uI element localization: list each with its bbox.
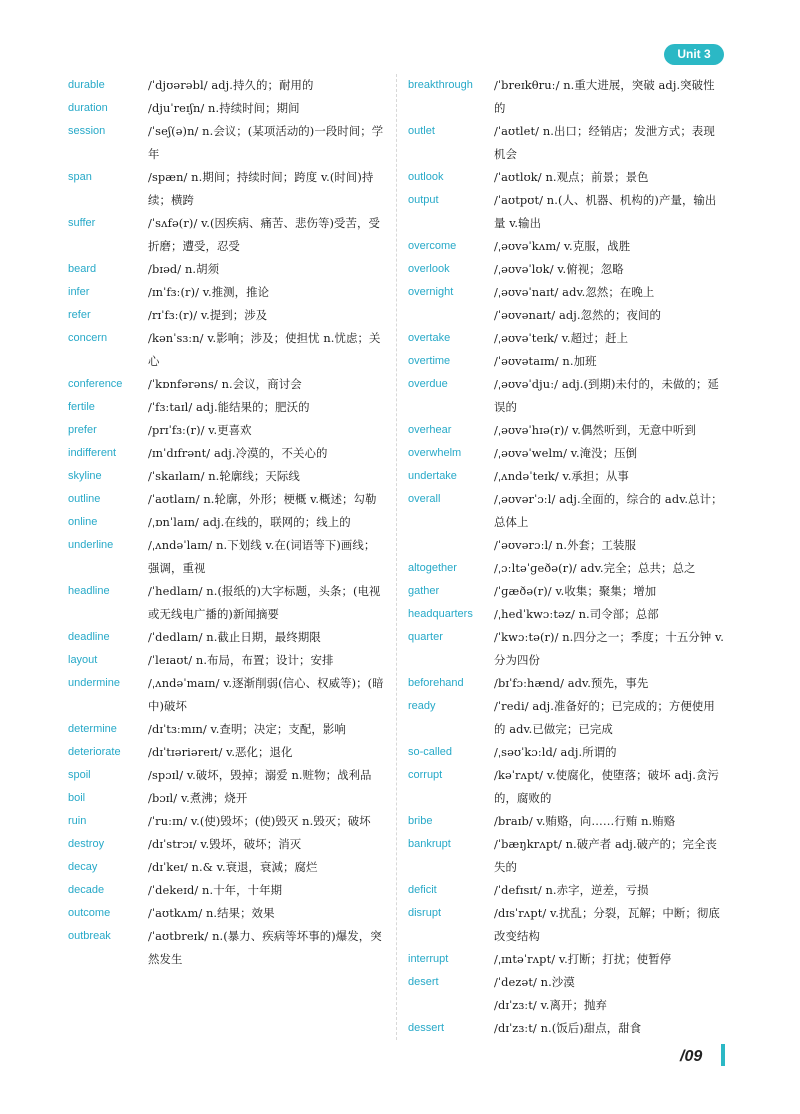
vocab-entry xyxy=(68,925,384,971)
definition: /ˈdedlaɪn/ n.截止日期，最终期限 xyxy=(148,630,321,644)
headword xyxy=(408,304,494,327)
definition: /bɔɪl/ v.煮沸；烧开 xyxy=(148,791,248,805)
headword: layout xyxy=(68,654,98,666)
vocab-entry xyxy=(68,580,384,626)
definition: /ˌʌndəˈlaɪn/ n.下划线 v.在(词语等下)画线；强调，重视 xyxy=(148,538,376,575)
vocab-entry xyxy=(408,810,726,833)
definition: /ˌɪntəˈrʌpt/ v.打断；打扰；使暂停 xyxy=(494,952,672,966)
headword: overwhelm xyxy=(408,447,462,459)
definition: /bɪˈfɔːhænd/ adv.预先，事先 xyxy=(494,676,649,690)
headword: outline xyxy=(68,493,101,505)
headword xyxy=(408,994,494,1017)
headword: indifferent xyxy=(68,447,117,459)
definition: /ˈəʊvətaɪm/ n.加班 xyxy=(494,354,597,368)
vocab-entry xyxy=(68,74,384,97)
vocab-entry xyxy=(408,902,726,948)
vocab-entry xyxy=(408,419,726,442)
definition: /ˈdezət/ n.沙漠 xyxy=(494,975,575,989)
definition: /ˈəʊvərɔːl/ n.外套；工装服 xyxy=(494,538,637,552)
vocab-entry xyxy=(68,442,384,465)
headword: prefer xyxy=(68,424,97,436)
headword: session xyxy=(68,125,106,137)
definition: /ˈdefɪsɪt/ n.赤字，逆差，亏损 xyxy=(494,883,649,897)
vocab-entry xyxy=(68,787,384,810)
vocab-entry xyxy=(68,511,384,534)
vocab-entry xyxy=(408,442,726,465)
headword: headquarters xyxy=(408,608,473,620)
vocab-entry xyxy=(408,327,726,350)
vocab-entry xyxy=(68,649,384,672)
headword: underline xyxy=(68,539,114,551)
vocab-entry xyxy=(408,235,726,258)
headword: overtake xyxy=(408,332,451,344)
vocab-entry xyxy=(408,74,726,120)
definition: /ˈleɪaʊt/ n.布局，布置；设计；安排 xyxy=(148,653,334,667)
definition: /ˈhedlaɪn/ n.(报纸的)大字标题，头条；(电视或无线电广播的)新闻摘要 xyxy=(148,584,381,621)
definition: /ˌəʊvəˈnaɪt/ adv.忽然；在晚上 xyxy=(494,285,655,299)
headword: beard xyxy=(68,263,97,275)
headword: deteriorate xyxy=(68,746,121,758)
definition: /ˈfɜːtaɪl/ adj.能结果的；肥沃的 xyxy=(148,400,310,414)
vocab-entry xyxy=(408,534,726,557)
vocab-entry xyxy=(408,833,726,879)
definition: /dɪˈzɜːt/ v.离开；抛弃 xyxy=(494,998,607,1012)
unit-label: Unit 3 xyxy=(664,44,724,65)
vocab-entry xyxy=(68,465,384,488)
headword: durable xyxy=(68,79,105,91)
headword: headline xyxy=(68,585,110,597)
definition: /ˈaʊtpʊt/ n.(人、机器、机构的)产量，输出量 v.输出 xyxy=(494,193,717,230)
headword: skyline xyxy=(68,470,102,482)
definition: /ˌʌndəˈteɪk/ v.承担；从事 xyxy=(494,469,629,483)
vocab-entry xyxy=(408,603,726,626)
headword: outbreak xyxy=(68,930,111,942)
vocab-entry xyxy=(68,833,384,856)
vocab-entry xyxy=(408,281,726,304)
definition: /ˈkwɔːtə(r)/ n.四分之一；季度；十五分钟 v.分为四份 xyxy=(494,630,724,667)
definition: /spɔɪl/ v.破坏，毁掉；溺爱 n.赃物；战利品 xyxy=(148,768,372,782)
vocab-entry xyxy=(68,166,384,212)
vocab-entry xyxy=(408,948,726,971)
vocab-entry xyxy=(408,465,726,488)
vocab-entry xyxy=(68,120,384,166)
definition: /ˌəʊvəˈteɪk/ v.超过；赶上 xyxy=(494,331,629,345)
vocab-entry xyxy=(408,580,726,603)
vocab-entry xyxy=(408,120,726,166)
headword: ruin xyxy=(68,815,87,827)
left-column xyxy=(68,74,384,971)
definition: /ˈaʊtlʊk/ n.观点；前景；景色 xyxy=(494,170,649,184)
definition: /ˌəʊvəˈkʌm/ v.克服，战胜 xyxy=(494,239,631,253)
headword: decade xyxy=(68,884,105,896)
headword xyxy=(408,534,494,557)
definition: /ˈsʌfə(r)/ v.(因疾病、痛苦、悲伤等)受苦，受折磨；遭受，忍受 xyxy=(148,216,380,253)
headword: ready xyxy=(408,700,436,712)
headword: overlook xyxy=(408,263,450,275)
vocab-entry xyxy=(68,879,384,902)
headword: gather xyxy=(408,585,440,597)
vocab-entry xyxy=(68,741,384,764)
definition: /djuˈreɪʃn/ n.持续时间；期间 xyxy=(148,101,300,115)
definition: /braɪb/ v.贿赂，向……行贿 n.贿赂 xyxy=(494,814,676,828)
vocab-entry xyxy=(408,971,726,994)
definition: /ˈəʊvənaɪt/ adj.忽然的；夜间的 xyxy=(494,308,662,322)
vocab-entry xyxy=(408,304,726,327)
definition: /ˈaʊtlet/ n.出口；经销店；发泄方式；表现机会 xyxy=(494,124,715,161)
vocab-entry xyxy=(408,488,726,534)
definition: /ˌʌndəˈmaɪn/ v.逐渐削弱(信心、权威等)；(暗中)破坏 xyxy=(148,676,384,713)
vocab-entry xyxy=(408,764,726,810)
vocab-entry xyxy=(408,626,726,672)
headword: overnight xyxy=(408,286,454,298)
definition: /ˈaʊtkʌm/ n.结果；效果 xyxy=(148,906,275,920)
vocab-entry xyxy=(68,97,384,120)
headword: outlook xyxy=(408,171,444,183)
definition: /ˌɔːltəˈɡeðə(r)/ adv.完全；总共；总之 xyxy=(494,561,696,575)
definition: /prɪˈfɜː(r)/ v.更喜欢 xyxy=(148,423,252,437)
headword: beforehand xyxy=(408,677,464,689)
headword: overcome xyxy=(408,240,457,252)
definition: /ˈskaɪlaɪn/ n.轮廓线；天际线 xyxy=(148,469,300,483)
headword: overall xyxy=(408,493,441,505)
headword: quarter xyxy=(408,631,443,643)
headword: conference xyxy=(68,378,123,390)
vocab-entry xyxy=(408,557,726,580)
definition: /ɪnˈdɪfrənt/ adj.冷漠的，不关心的 xyxy=(148,446,328,460)
headword: deadline xyxy=(68,631,110,643)
vocab-entry xyxy=(408,1017,726,1040)
definition: /ˌhedˈkwɔːtəz/ n.司令部；总部 xyxy=(494,607,659,621)
headword: deficit xyxy=(408,884,437,896)
headword: suffer xyxy=(68,217,96,229)
definition: /ˈaʊtlaɪn/ n.轮廓，外形；梗概 v.概述；勾勒 xyxy=(148,492,377,506)
vocab-entry xyxy=(68,856,384,879)
definition: /ˈɡæðə(r)/ v.收集；聚集；增加 xyxy=(494,584,657,598)
headword: concern xyxy=(68,332,108,344)
definition: /ˌsəʊˈkɔːld/ adj.所谓的 xyxy=(494,745,617,759)
headword: altogether xyxy=(408,562,457,574)
headword: overhear xyxy=(408,424,452,436)
definition: /ˌɒnˈlaɪn/ adj.在线的，联网的；线上的 xyxy=(148,515,351,529)
vocab-entry xyxy=(68,327,384,373)
headword: boil xyxy=(68,792,86,804)
vocab-entry xyxy=(68,626,384,649)
definition: /dɪˈkeɪ/ n.& v.衰退，衰減；腐烂 xyxy=(148,860,318,874)
headword: bribe xyxy=(408,815,433,827)
vocab-entry xyxy=(408,994,726,1017)
vocab-entry xyxy=(408,672,726,695)
definition: /spæn/ n.期间；持续时间；跨度 v.(时间)持续；横跨 xyxy=(148,170,374,207)
headword: breakthrough xyxy=(408,79,473,91)
vocab-entry xyxy=(68,212,384,258)
vocab-entry xyxy=(408,189,726,235)
definition: /dɪˈtɪəriəreɪt/ v.恶化；退化 xyxy=(148,745,293,759)
definition: /dɪˈstrɔɪ/ v.毁坏，破坏；消灭 xyxy=(148,837,302,851)
column-divider xyxy=(396,74,397,1040)
headword: outlet xyxy=(408,125,435,137)
definition: /ˌəʊvəˈhɪə(r)/ v.偶然听到，无意中听到 xyxy=(494,423,696,437)
definition: /ˈbæŋkrʌpt/ n.破产者 adj.破产的；完全丧失的 xyxy=(494,837,718,874)
definition: /ˈdekeɪd/ n.十年，十年期 xyxy=(148,883,283,897)
vocab-entry xyxy=(408,166,726,189)
definition: /dɪˈtɜːmɪn/ v.查明；决定；支配，影响 xyxy=(148,722,346,736)
vocab-entry xyxy=(68,902,384,925)
headword: decay xyxy=(68,861,98,873)
page-number-bar xyxy=(721,1044,725,1066)
headword: overdue xyxy=(408,378,448,390)
headword: undermine xyxy=(68,677,120,689)
vocab-entry xyxy=(408,741,726,764)
headword: fertile xyxy=(68,401,95,413)
vocab-entry xyxy=(68,281,384,304)
definition: /ˈaʊtbreɪk/ n.(暴力、疾病等坏事的)爆发，突然发生 xyxy=(148,929,382,966)
right-column xyxy=(408,74,726,1040)
definition: /bɪəd/ n.胡须 xyxy=(148,262,220,276)
vocab-entry xyxy=(68,304,384,327)
vocab-entry xyxy=(408,258,726,281)
definition: /ˌəʊvəˈdjuː/ adj.(到期)未付的，未做的；延误的 xyxy=(494,377,719,414)
vocab-entry xyxy=(68,718,384,741)
headword: outcome xyxy=(68,907,111,919)
vocab-entry xyxy=(408,373,726,419)
definition: /ɪnˈfɜː(r)/ v.推测，推论 xyxy=(148,285,270,299)
definition: /ˌəʊvərˈɔːl/ adj.全面的，综合的 adv.总计；总体上 xyxy=(494,492,723,529)
headword: determine xyxy=(68,723,117,735)
headword: undertake xyxy=(408,470,457,482)
headword: corrupt xyxy=(408,769,443,781)
definition: /ˈruːɪn/ v.(使)毁坏；(使)毁灭 n.毁灭；破坏 xyxy=(148,814,371,828)
vocab-entry xyxy=(68,419,384,442)
vocab-entry xyxy=(68,373,384,396)
headword: span xyxy=(68,171,92,183)
headword: destroy xyxy=(68,838,105,850)
definition: /rɪˈfɜː(r)/ v.提到；涉及 xyxy=(148,308,268,322)
definition: /ˌəʊvəˈwelm/ v.淹没；压倒 xyxy=(494,446,638,460)
headword: interrupt xyxy=(408,953,449,965)
definition: /dɪsˈrʌpt/ v.扰乱；分裂，瓦解；中断；彻底改变结构 xyxy=(494,906,720,943)
headword: online xyxy=(68,516,98,528)
vocab-entry xyxy=(68,764,384,787)
headword: bankrupt xyxy=(408,838,451,850)
vocab-entry xyxy=(408,695,726,741)
definition: /ˌəʊvəˈlʊk/ v.俯视；忽略 xyxy=(494,262,624,276)
headword: output xyxy=(408,194,439,206)
headword: dessert xyxy=(408,1022,445,1034)
definition: /dɪˈzɜːt/ n.(饭后)甜点，甜食 xyxy=(494,1021,642,1035)
headword: desert xyxy=(408,976,439,988)
headword: spoil xyxy=(68,769,91,781)
headword: disrupt xyxy=(408,907,442,919)
vocab-entry xyxy=(68,488,384,511)
definition: /ˈdjʊərəbl/ adj.持久的；耐用的 xyxy=(148,78,314,92)
page-number: /09 xyxy=(680,1048,703,1065)
definition: /ˈredi/ adj.准备好的；已完成的；方便使用的 adv.已做完；已完成 xyxy=(494,699,715,736)
headword: infer xyxy=(68,286,90,298)
vocab-entry xyxy=(68,810,384,833)
headword: overtime xyxy=(408,355,451,367)
vocab-entry xyxy=(68,672,384,718)
headword: so-called xyxy=(408,746,453,758)
vocab-entry xyxy=(68,258,384,281)
definition: /ˈkɒnfərəns/ n.会议，商讨会 xyxy=(148,377,302,391)
headword: refer xyxy=(68,309,91,321)
definition: /ˈseʃ(ə)n/ n.会议；(某项活动的)一段时间；学年 xyxy=(148,124,384,161)
vocab-entry xyxy=(408,879,726,902)
definition: /kəˈrʌpt/ v.使腐化，使堕落；破坏 adj.贪污的，腐败的 xyxy=(494,768,719,805)
headword: duration xyxy=(68,102,108,114)
definition: /ˈbreɪkθruː/ n.重大进展，突破 adj.突破性的 xyxy=(494,78,715,115)
definition: /kənˈsɜːn/ v.影响；涉及；使担忧 n.忧虑；关心 xyxy=(148,331,381,368)
vocab-entry xyxy=(68,534,384,580)
vocab-entry xyxy=(68,396,384,419)
vocab-entry xyxy=(408,350,726,373)
